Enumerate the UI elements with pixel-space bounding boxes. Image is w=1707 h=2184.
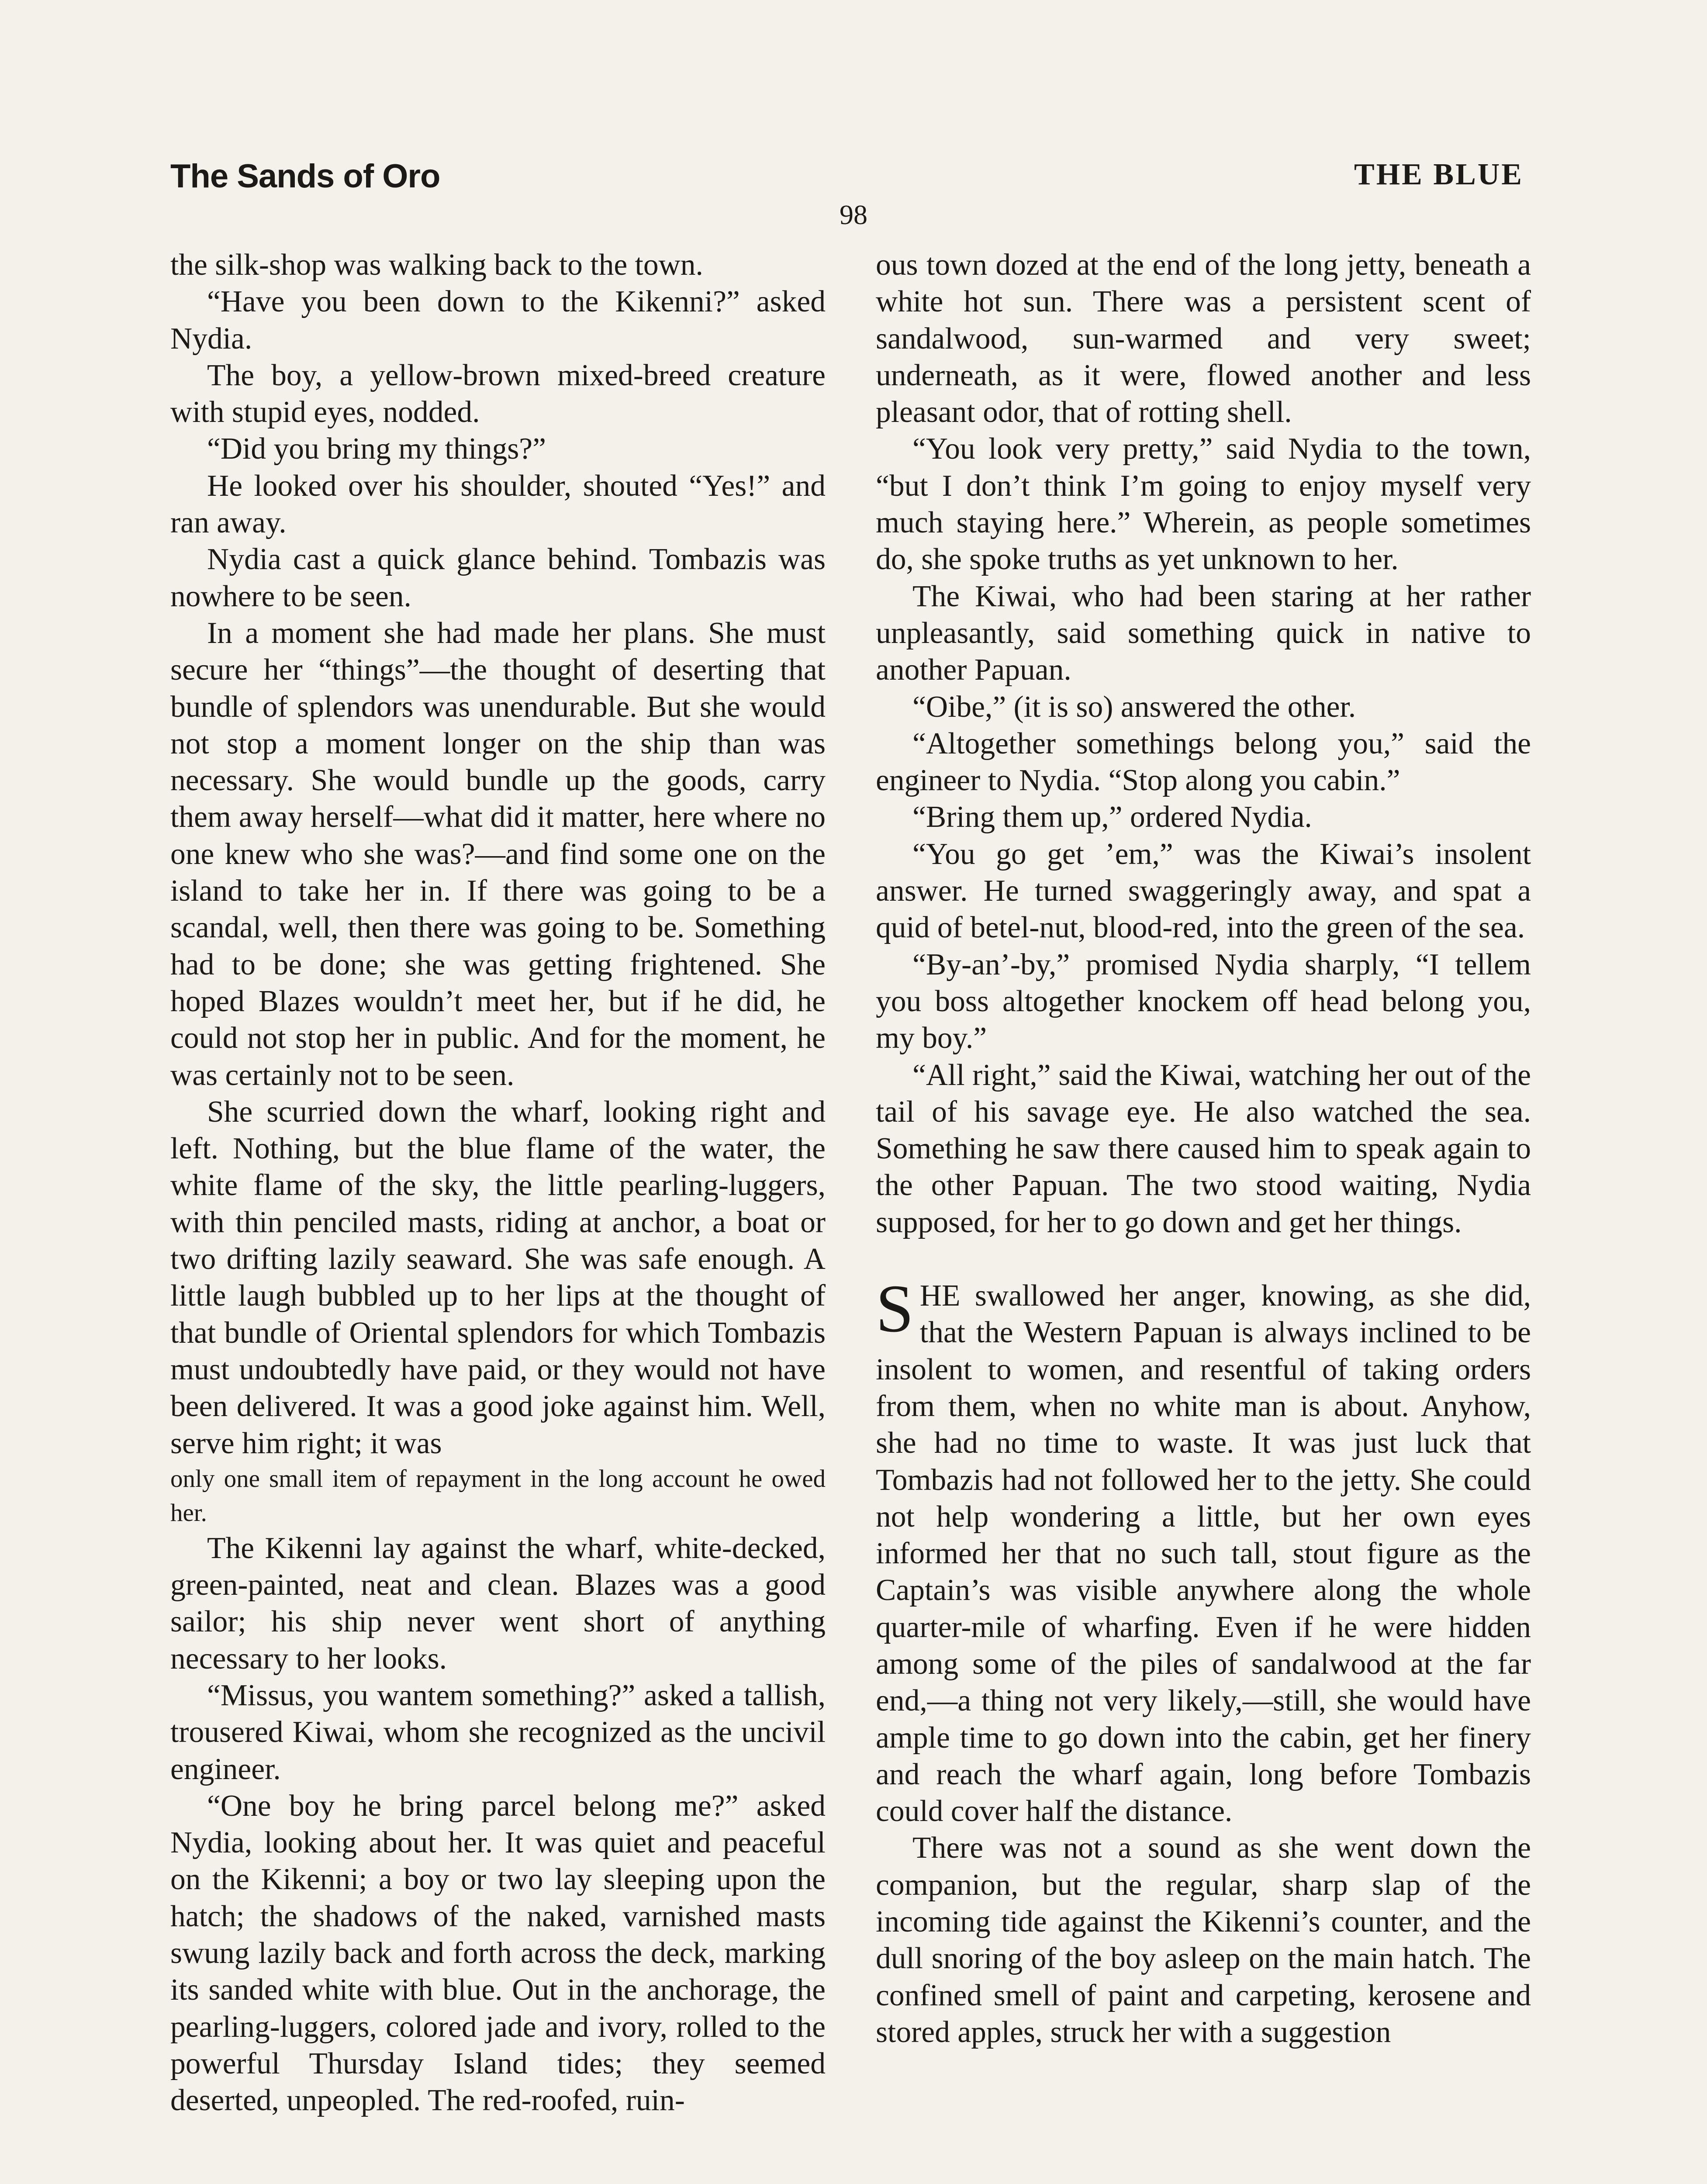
paragraph: The Kikenni lay against the wharf, white-decked, green-painted, neat and clean. Blazes was a good sailor; his ship never went short of anything necessary to her looks. <box>170 1531 826 1676</box>
paragraph: “Oibe,” (it is so) answered the other. <box>912 690 1356 724</box>
paragraph: In a moment she had made her plans. She must secure her “things”—the thought of deserting that bundle of splendors was unendurable. But she would not stop a moment longer on the ship than was necessary. She would bundle up the goods, carry them away herself—what did it matter, here where no one knew who she was?—and find some one on the island to take her in. If there was going to be a scandal, well, then there was going to be. Something had to be done; she was getting frightened. She hoped Blazes wouldn’t meet her, but if he did, he could not stop her in public. And for the moment, he was certainly not to be seen. <box>170 616 826 1092</box>
paragraph-text: HE swallowed her anger, knowing, as she did, that the Western Papuan is always inclined to be insolent to women, and resentful of taking orders from them, when no white man is about. Anyhow, she had no time to waste. It was just luck that Tombazis had not followed her to the jetty. She could not help wondering a little, but her own eyes informed her that no such tall, stout figure as the Captain’s was visible anywhere along the whole quarter-mile of wharfing. Even if he were hidden among some of the piles of sandalwood at the far end,—a thing not very likely,—still, she would have ample time to go down into the cabin, get her finery and reach the wharf again, long before Tombazis could cover half the distance. <box>876 1279 1531 1828</box>
paragraph: “You look very pretty,” said Nydia to the town, “but I don’t think I’m going to enjoy myself very much staying here.” Wherein, as people sometimes do, she spoke truths as yet unknown to her. <box>876 432 1531 577</box>
magazine-name: THE BLUE <box>1354 158 1524 191</box>
paragraph: She scurried down the wharf, looking right and left. Nothing, but the blue flame of the water, the white flame of the sky, the little pearling-luggers, with thin penciled masts, riding at anchor, a boat or two drifting lazily seaward. She was safe enough. A little laugh bubbled up to her lips at the thought of that bundle of Oriental splendors for which Tombazis must undoubtedly have paid, or they would not have been delivered. It was a good joke against him. Well, serve him right; it was <box>170 1095 826 1460</box>
paragraph: “Missus, you wantem something?” asked a tallish, trousered Kiwai, whom she recognized as the uncivil engineer. <box>170 1678 826 1786</box>
left-column <box>170 247 826 2119</box>
paragraph: “By-an’-by,” promised Nydia sharply, “I tellem you boss altogether knockem off head belong you, my boy.” <box>876 947 1531 1055</box>
paragraph: the silk-shop was walking back to the town. <box>170 248 703 282</box>
drop-cap: S <box>876 1271 914 1347</box>
paragraph: “You go get ’em,” was the Kiwai’s insolent answer. He turned swaggeringly away, and spat a quid of betel-nut, blood-red, into the green of the sea. <box>876 837 1531 945</box>
paragraph: “Altogether somethings belong you,” said the engineer to Nydia. “Stop along you cabin.” <box>876 726 1531 798</box>
paragraph: “One boy he bring parcel belong me?” asked Nydia, looking about her. It was quiet and peaceful on the Kikenni; a boy or two lay sleeping upon the hatch; the shadows of the naked, varnished masts swung lazily back and forth across the deck, marking its sanded white with blue. Out in the anchorage, the pearling-luggers, colored jade and ivory, rolled to the powerful Thursday Island tides; they seemed deserted, unpeopled. The red-roofed, ruin- <box>170 1789 826 2118</box>
paragraph-small-print: only one small item of repayment in the long account he owed her. <box>170 1465 826 1527</box>
paragraph: “Bring them up,” ordered Nydia. <box>912 800 1312 834</box>
paragraph: “Have you been down to the Kikenni?” asked Nydia. <box>170 285 826 356</box>
story-title: The Sands of Oro <box>170 158 440 195</box>
paragraph: “All right,” said the Kiwai, watching her out of the tail of his savage eye. He also watched the sea. Something he saw there caused him to speak again to the other Papuan. The two stood waiting, Nydia supposed, for her to go down and get her things. <box>876 1058 1531 1239</box>
paragraph: There was not a sound as she went down the companion, but the regular, sharp slap of the incoming tide against the Kikenni’s counter, and the dull snoring of the boy asleep on the main hatch. The confined smell of paint and carpeting, kerosene and stored apples, struck her with a suggestion <box>876 1831 1531 2049</box>
paragraph: Nydia cast a quick glance behind. Tombazis was nowhere to be seen. <box>170 543 826 613</box>
page-number: 98 <box>840 199 867 230</box>
paragraph: The Kiwai, who had been staring at her rather unpleasantly, said something quick in native to another Papuan. <box>876 579 1531 687</box>
paragraph: ous town dozed at the end of the long jetty, beneath a white hot sun. There was a persistent scent of sandalwood, sun-warmed and very sweet; underneath, as it were, flowed another and less pleasant odor, that of rotting shell. <box>876 248 1531 429</box>
paragraph: “Did you bring my things?” <box>207 432 546 466</box>
section-opening-paragraph <box>876 1271 1531 1830</box>
paragraph: He looked over his shoulder, shouted “Yes!” and ran away. <box>170 469 826 540</box>
paragraph: The boy, a yellow-brown mixed-breed creature with stupid eyes, nodded. <box>170 358 826 429</box>
right-column <box>876 247 1531 2051</box>
